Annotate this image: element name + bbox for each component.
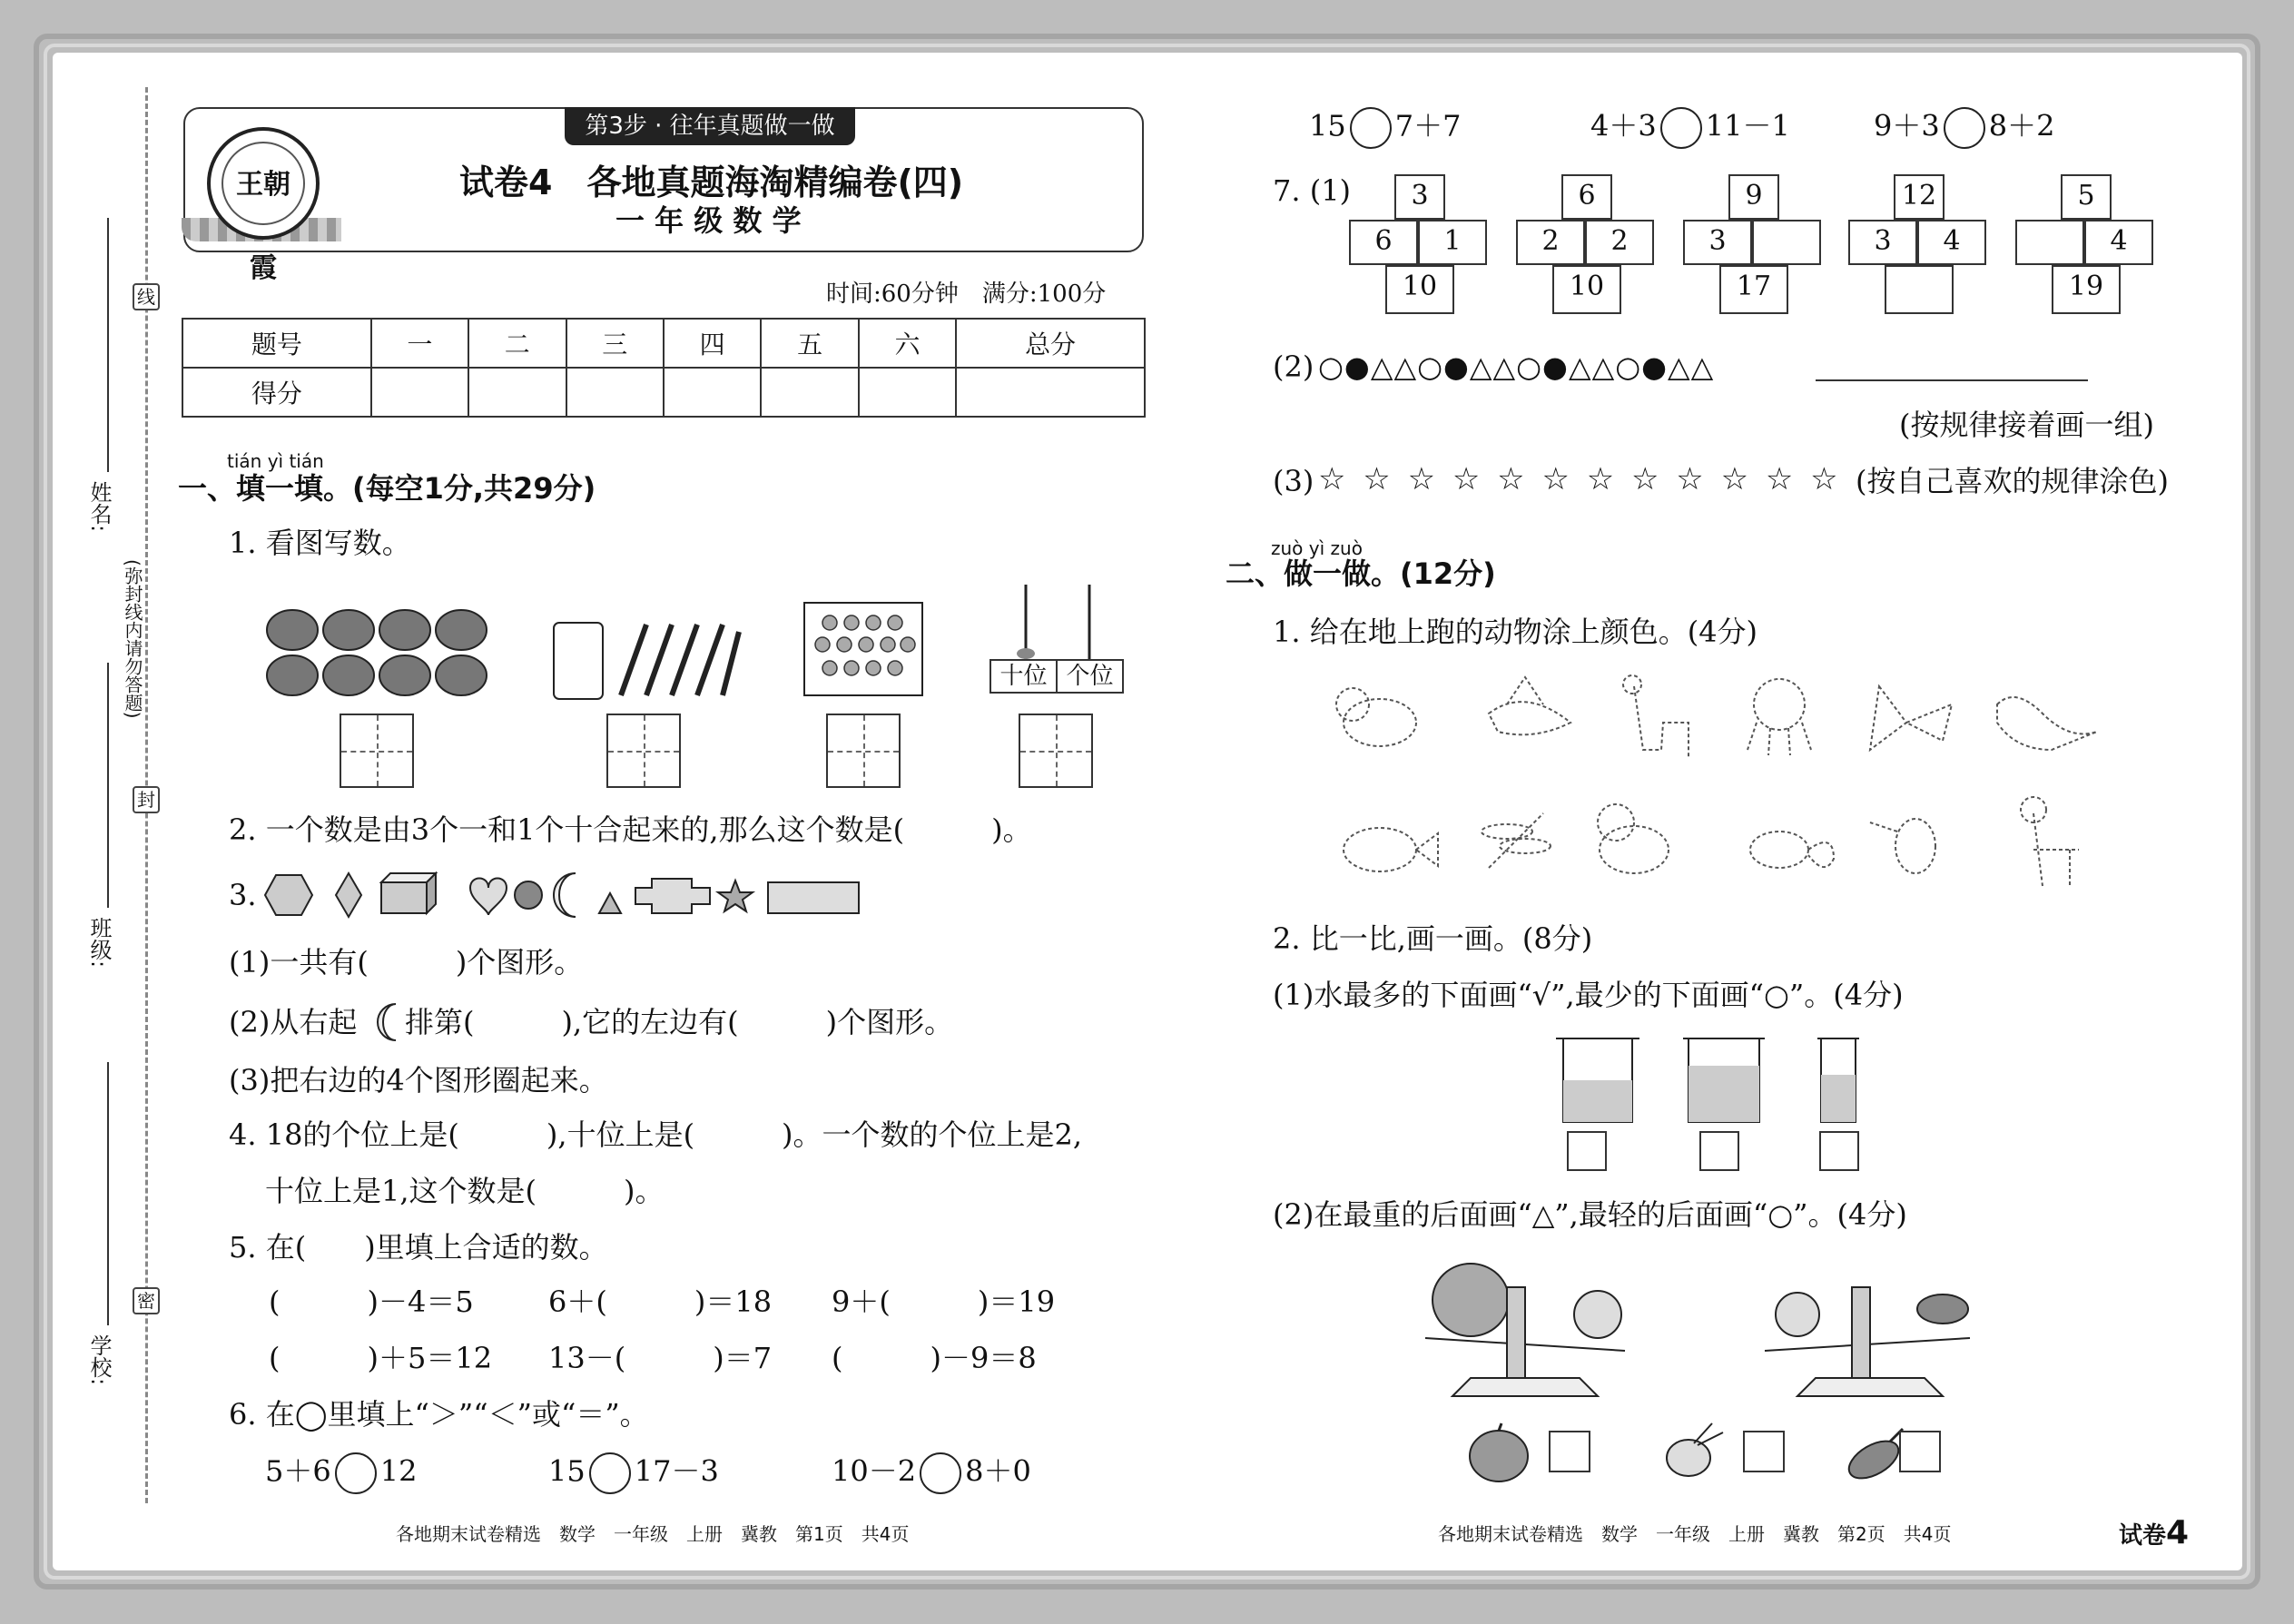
score-cell[interactable] <box>371 368 468 417</box>
q6-text: 6. 在◯里填上“＞”“＜”或“＝”。 <box>229 1397 649 1432</box>
s2-q2-text: 2. 比一比,画一画。(8分) <box>1273 921 1593 956</box>
beaker-answer-box[interactable] <box>1567 1131 1607 1171</box>
q4-text-a: 4. 18的个位上是( ),十位上是( )。一个数的个位上是2, <box>229 1117 1083 1152</box>
puzzle-top-piece: 6 <box>1561 174 1612 220</box>
puzzle-bottom-piece: 10 <box>1385 265 1454 314</box>
score-header-cell: 五 <box>761 319 858 368</box>
balance-scale-icon <box>1425 1264 1625 1396</box>
q6-compare <box>548 1452 719 1494</box>
abacus-place-labels <box>989 659 1124 694</box>
score-header-cell: 二 <box>468 319 566 368</box>
dragonfly-icon <box>1482 813 1551 868</box>
q3-2-text-a: (2)从右起 <box>229 1005 358 1039</box>
q3-number: 3. <box>229 878 257 912</box>
q7-2-answer-line[interactable] <box>1816 379 2088 381</box>
number-puzzle <box>1848 174 1988 320</box>
step-banner: 第3步 · 往年真题做一做 <box>565 107 855 145</box>
compare-right: 8＋0 <box>965 1453 1031 1489</box>
q6-compare <box>1590 107 1790 149</box>
time-info: 时间:60分钟 满分:100分 <box>826 281 1107 308</box>
class-label: 班级: <box>86 917 112 969</box>
bird-icon <box>1489 677 1570 734</box>
kingfisher-icon <box>1870 819 1935 873</box>
weight-answer-box[interactable] <box>1549 1431 1590 1472</box>
section2-pinyin: zuò yì zuò <box>1271 537 1363 559</box>
q2-text: 2. 一个数是由3个一和1个十合起来的,那么这个数是( )。 <box>229 812 1032 847</box>
compare-circle[interactable] <box>1350 107 1392 149</box>
puzzle-top-piece: 5 <box>2061 174 2112 220</box>
puzzle-left-piece: 2 <box>1516 220 1585 265</box>
compare-right: 7＋7 <box>1394 108 1462 143</box>
puzzle-right-piece: 2 <box>1585 220 1654 265</box>
q5-eq[interactable]: ( )＋5＝12 <box>269 1341 493 1375</box>
q7-3-stars[interactable]: ☆ ☆ ☆ ☆ ☆ ☆ ☆ ☆ ☆ ☆ ☆ ☆ <box>1318 461 1842 497</box>
binding-mark-seal: 封 <box>133 786 160 813</box>
octopus-icon <box>1748 679 1811 755</box>
shapes-row-icon <box>261 868 861 922</box>
q5-eq[interactable]: 9＋( )＝19 <box>832 1284 1056 1319</box>
q7-2-sequence: ○●△△○●△△○●△△○●△△ <box>1318 349 1715 384</box>
q3-2-text-b: 排第( ),它的左边有( )个图形。 <box>405 1005 954 1039</box>
q5-eq[interactable]: ( )－4＝5 <box>269 1284 474 1319</box>
ones-place-label: 个位 <box>1066 663 1114 690</box>
weight-answer-box[interactable] <box>1899 1431 1941 1472</box>
puzzle-bottom-piece: 19 <box>2052 265 2121 314</box>
footer-right: 各地期末试卷精选 数学 一年级 上册 冀教 第2页 共4页 <box>1438 1523 1952 1545</box>
dog-icon <box>1598 804 1669 873</box>
q6-compare <box>265 1452 417 1494</box>
score-header-cell: 总分 <box>956 319 1145 368</box>
paper-badge-prefix: 试卷 <box>2119 1522 2167 1550</box>
puzzle-top-piece: 12 <box>1894 174 1944 220</box>
balance-scales-illustration <box>1416 1260 1979 1405</box>
q7-3-hint: (按自己喜欢的规律涂色) <box>1856 464 2169 498</box>
footer-left: 各地期末试卷精选 数学 一年级 上册 冀教 第1页 共4页 <box>396 1523 910 1545</box>
compare-circle[interactable] <box>335 1452 377 1494</box>
score-cell[interactable] <box>859 368 956 417</box>
q3-1-text: (1)一共有( )个图形。 <box>229 945 584 979</box>
compare-right: 17－3 <box>634 1453 719 1489</box>
section1-pinyin: tián yì tián <box>227 450 324 472</box>
q7-2-label: (2) <box>1273 349 1314 384</box>
q5-eq[interactable]: ( )－9＝8 <box>832 1341 1037 1375</box>
q5-eq[interactable]: 6＋( )＝18 <box>548 1284 773 1319</box>
puzzle-right-piece: 4 <box>1917 220 1986 265</box>
dots-card-icon <box>802 601 924 697</box>
s2-q1-text: 1. 给在地上跑的动物涂上颜色。(4分) <box>1273 615 1758 649</box>
school-line[interactable] <box>107 1062 109 1325</box>
score-header-cell: 三 <box>566 319 664 368</box>
q5-text: 5. 在( )里填上合适的数。 <box>229 1230 608 1265</box>
binding-mark-close: 密 <box>133 1287 160 1314</box>
answer-grid-box[interactable] <box>826 714 901 788</box>
exam-title: 试卷4 各地真题海淘精编卷(四) <box>459 162 964 202</box>
section1-title: 一、填一填。(每空1分,共29分) <box>178 471 596 506</box>
answer-grid-box[interactable] <box>1019 714 1093 788</box>
beaker-answer-box[interactable] <box>1699 1131 1739 1171</box>
animals-illustration <box>1325 668 2124 904</box>
puzzle-bottom-piece: 10 <box>1552 265 1621 314</box>
radish-icon <box>1658 1418 1730 1481</box>
beaker-icon <box>1556 1038 1639 1122</box>
number-puzzle <box>2015 174 2155 320</box>
watermelon-group-icon <box>263 605 490 699</box>
balance-scale-icon <box>1765 1287 1970 1396</box>
class-line[interactable] <box>107 663 109 908</box>
score-header-cell: 一 <box>371 319 468 368</box>
sticks-bundle-icon <box>545 614 744 704</box>
beaker-answer-box[interactable] <box>1819 1131 1859 1171</box>
puzzle-left-piece: 3 <box>1848 220 1917 265</box>
score-header-cell: 题号 <box>182 319 371 368</box>
compare-right: 11－1 <box>1705 108 1790 143</box>
compare-left: 10－2 <box>832 1453 917 1489</box>
school-label: 学校: <box>86 1334 112 1386</box>
exam-subtitle: 一 年 级 数 学 <box>615 203 802 238</box>
goldfish-icon <box>1750 832 1834 868</box>
score-table-score-row <box>182 368 1145 417</box>
compare-left: 15 <box>548 1453 586 1489</box>
q7-3-label: (3) <box>1273 464 1314 498</box>
compare-circle[interactable] <box>589 1452 631 1494</box>
puzzle-left-piece: 6 <box>1349 220 1418 265</box>
number-puzzle <box>1683 174 1823 320</box>
score-cell[interactable] <box>761 368 858 417</box>
q7-2-hint: (按规律接着画一组) <box>1899 408 2154 442</box>
compare-left: 9＋3 <box>1874 108 1940 143</box>
compare-left: 5＋6 <box>265 1453 331 1489</box>
compare-circle[interactable] <box>920 1452 961 1494</box>
binding-mark-line: 线 <box>133 283 160 310</box>
answer-grid-box[interactable] <box>606 714 681 788</box>
name-line[interactable] <box>107 218 109 472</box>
compare-right: 8＋2 <box>1988 108 2055 143</box>
score-cell[interactable] <box>566 368 664 417</box>
q4-text-b: 十位上是1,这个数是( )。 <box>265 1174 665 1208</box>
crescent-moon-icon <box>370 1002 407 1042</box>
number-puzzle <box>1516 174 1656 320</box>
paper-badge <box>2119 1514 2189 1551</box>
puzzle-top-piece: 3 <box>1394 174 1445 220</box>
puzzle-bottom-piece: 17 <box>1719 265 1788 314</box>
number-puzzle <box>1349 174 1489 320</box>
s2-q2-2-text: (2)在最重的后面画“△”,最轻的后面画“○”。(4分) <box>1273 1197 1907 1232</box>
cat-icon <box>1336 688 1416 746</box>
score-table <box>182 318 1146 418</box>
q5-eq[interactable]: 13－( )＝7 <box>548 1341 773 1375</box>
q6-compare <box>832 1452 1031 1494</box>
brand-logo-text: 王朝霞 <box>222 142 305 225</box>
puzzle-right-piece: 1 <box>1418 220 1487 265</box>
weight-answer-box[interactable] <box>1743 1431 1785 1472</box>
answer-grid-box[interactable] <box>340 714 414 788</box>
score-header-cell: 四 <box>664 319 761 368</box>
beakers-illustration <box>1552 1035 1879 1126</box>
q6-compare <box>1309 107 1461 149</box>
fish-icon <box>1344 828 1438 871</box>
seal-icon <box>1997 697 2097 750</box>
puzzle-left-piece: 3 <box>1683 220 1752 265</box>
tens-place-label: 十位 <box>991 661 1058 692</box>
pumpkin-icon <box>1467 1422 1531 1485</box>
paper-badge-number: 4 <box>2166 1514 2190 1551</box>
section2-title: 二、做一做。(12分) <box>1226 556 1496 591</box>
puzzle-right-piece[interactable] <box>1752 220 1821 265</box>
puzzle-right-piece: 4 <box>2084 220 2153 265</box>
puzzle-bottom-piece[interactable] <box>1885 265 1954 314</box>
compare-circle[interactable] <box>1944 107 1985 149</box>
binding-notice: (弥封线内请勿答题) <box>122 559 143 719</box>
score-table-header-row <box>182 319 1145 368</box>
compare-left: 15 <box>1309 108 1346 143</box>
giraffe-icon <box>1623 675 1689 759</box>
name-label: 姓名: <box>86 481 112 533</box>
brand-logo <box>207 127 320 284</box>
score-cell[interactable] <box>468 368 566 417</box>
q3-3-text: (3)把右边的4个图形圈起来。 <box>229 1063 608 1097</box>
beaker-icon <box>1683 1038 1765 1122</box>
q7-label: 7. (1) <box>1273 173 1352 208</box>
compare-right: 12 <box>379 1453 418 1489</box>
puzzle-top-piece: 9 <box>1728 174 1779 220</box>
beaker-icon <box>1817 1038 1859 1122</box>
q1-text: 1. 看图写数。 <box>229 526 411 560</box>
compare-left: 4＋3 <box>1590 108 1657 143</box>
butterfly-icon <box>1870 686 1952 750</box>
s2-q2-1-text: (1)水最多的下面画“√”,最少的下面画“○”。(4分) <box>1273 978 1904 1012</box>
deer-icon <box>2021 797 2079 886</box>
compare-circle[interactable] <box>1660 107 1702 149</box>
score-cell[interactable] <box>664 368 761 417</box>
score-header-cell: 六 <box>859 319 956 368</box>
score-row-label: 得分 <box>182 368 371 417</box>
score-cell[interactable] <box>956 368 1145 417</box>
q6-compare <box>1874 107 2054 149</box>
puzzle-left-piece[interactable] <box>2015 220 2084 265</box>
